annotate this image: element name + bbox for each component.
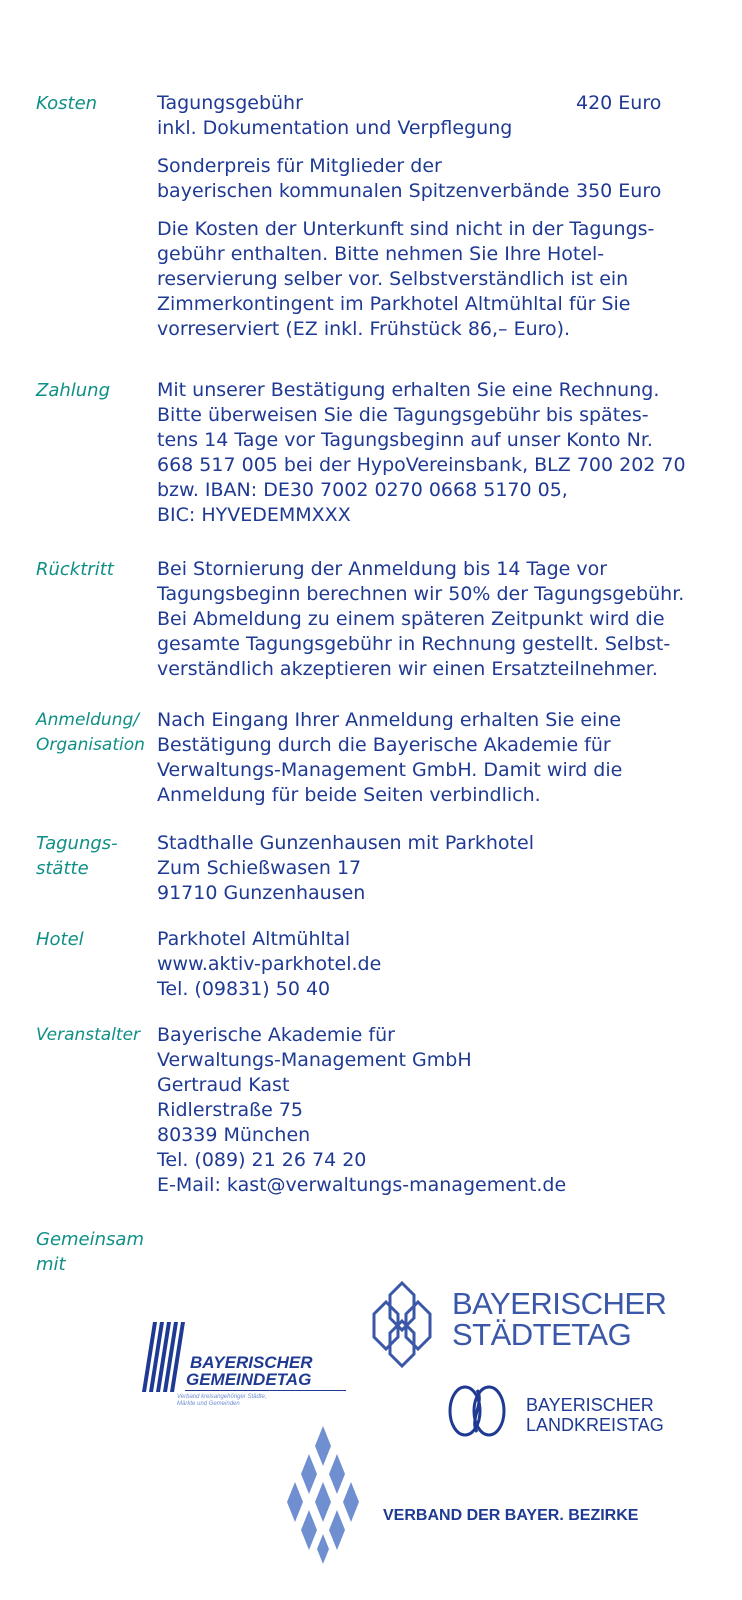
hotel-cost-line: vorreserviert (EZ inkl. Frühstück 86,– Euro). [157, 318, 571, 340]
label-hotel: Hotel [36, 929, 84, 950]
zahlung-line: BIC: HYVEDEMMXXX [157, 504, 351, 526]
venue-line: Stadthalle Gunzenhausen mit Parkhotel [157, 832, 534, 854]
label-anmeldung-line2: Organisation [36, 735, 145, 755]
gemeindetag-line2: GEMEINDETAG [186, 1370, 312, 1389]
tagungsstaette-text [157, 831, 672, 906]
anmeldung-text [157, 708, 672, 808]
bezirke-diamonds-icon [287, 1426, 359, 1564]
organizer-line: Ridlerstraße 75 [157, 1099, 303, 1121]
staedtetag-line2: STÄDTETAG [452, 1317, 632, 1352]
label-tagungsstaette [36, 831, 156, 881]
label-tagungsstaette-line1: Tagungs- [36, 833, 118, 854]
label-gemeinsam [36, 1227, 156, 1277]
veranstalter-text [157, 1023, 672, 1198]
label-zahlung: Zahlung [36, 380, 111, 401]
fee-line [157, 91, 672, 116]
anmeldung-line: Bestätigung durch die Bayerische Akademie für [157, 734, 611, 756]
organizer-email-link[interactable]: E-Mail: kast@verwaltungs-management.de [157, 1174, 567, 1196]
organizer-line: Bayerische Akademie für [157, 1024, 395, 1046]
label-gemeinsam-line1: Gemeinsam [36, 1229, 144, 1250]
venue-line: Zum Schießwasen 17 [157, 857, 362, 879]
label-veranstalter: Veranstalter [36, 1025, 141, 1045]
hotel-cost-line: Zimmerkontingent im Parkhotel Altmühltal für Sie [157, 293, 631, 315]
member-line-2 [157, 179, 672, 204]
ruecktritt-line: verständlich akzeptieren wir einen Ersatzteilnehmer. [157, 658, 658, 680]
zahlung-line: tens 14 Tage vor Tagungsbeginn auf unser Konto Nr. [157, 429, 653, 451]
kosten-text [157, 91, 672, 342]
ruecktritt-text [157, 557, 685, 682]
ruecktritt-line: Tagungsbeginn berechnen wir 50% der Tagungsgebühr. [157, 583, 685, 605]
logo-gemeindetag [141, 1322, 356, 1422]
organizer-line: Gertraud Kast [157, 1074, 290, 1096]
fee-label: Tagungsgebühr [157, 92, 303, 114]
partner-logos [0, 1280, 742, 1600]
gemeindetag-sub2: Märkte und Gemeinden [177, 1401, 240, 1407]
member-label: bayerischen kommunalen Spitzenverbände [157, 180, 570, 202]
hotel-cost-line: Die Kosten der Unterkunft sind nicht in der Tagungs- [157, 218, 655, 240]
label-gemeinsam-line2: mit [36, 1254, 66, 1275]
ruecktritt-line: gesamte Tagungsgebühr in Rechnung gestellt. Selbst- [157, 633, 671, 655]
hotel-line: Tel. (09831) 50 40 [157, 978, 331, 1000]
landkreistag-line2: LANDKREISTAG [526, 1415, 664, 1435]
hotel-website-link[interactable]: www.aktiv-parkhotel.de [157, 953, 382, 975]
gemeindetag-line1: BAYERISCHER [190, 1353, 313, 1372]
zahlung-line: bzw. IBAN: DE30 7002 0270 0668 5170 05, [157, 479, 568, 501]
anmeldung-line: Verwaltungs-Management GmbH. Damit wird die [157, 759, 623, 781]
organizer-line: Verwaltungs-Management GmbH [157, 1049, 472, 1071]
hotel-cost-line: gebühr enthalten. Bitte nehmen Sie Ihre Hotel- [157, 243, 605, 265]
staedtetag-line1: BAYERISCHER [452, 1286, 667, 1321]
member-price: 350 Euro [576, 180, 662, 202]
anmeldung-line: Nach Eingang Ihrer Anmeldung erhalten Sie eine [157, 709, 622, 731]
ruecktritt-line: Bei Stornierung der Anmeldung bis 14 Tage vor [157, 558, 608, 580]
logo-bezirke [287, 1426, 697, 1566]
label-kosten: Kosten [36, 93, 98, 114]
label-anmeldung-line1: Anmeldung/ [36, 710, 140, 730]
hotel-text [157, 927, 672, 1002]
fee-note: inkl. Dokumentation und Verpflegung [157, 117, 513, 139]
hotel-cost-line: reservierung selber vor. Selbstverständlich ist ein [157, 268, 629, 290]
zahlung-line: Mit unserer Bestätigung erhalten Sie eine Rechnung. [157, 379, 660, 401]
organizer-line: 80339 München [157, 1124, 311, 1146]
staedtetag-buildings-icon [372, 1280, 432, 1368]
member-line-1: Sonderpreis für Mitglieder der [157, 155, 442, 177]
label-tagungsstaette-line2: stätte [36, 858, 89, 879]
venue-line: 91710 Gunzenhausen [157, 882, 366, 904]
gemeindetag-rule [185, 1390, 346, 1391]
gemeindetag-sub1: Verband kreisangehöriger Städte, [177, 1394, 267, 1400]
label-anmeldung [36, 708, 156, 758]
fee-price: 420 Euro [576, 92, 662, 114]
gemeindetag-stripes-icon [141, 1322, 189, 1392]
ruecktritt-line: Bei Abmeldung zu einem späteren Zeitpunkt wird die [157, 608, 665, 630]
bezirke-text: VERBAND DER BAYER. BEZIRKE [383, 1507, 639, 1524]
anmeldung-line: Anmeldung für beide Seiten verbindlich. [157, 784, 541, 806]
zahlung-text [157, 378, 686, 528]
zahlung-line: Bitte überweisen Sie die Tagungsgebühr bis spätes- [157, 404, 649, 426]
logo-staedtetag [372, 1280, 672, 1372]
organizer-line: Tel. (089) 21 26 74 20 [157, 1149, 367, 1171]
label-ruecktritt: Rücktritt [36, 559, 114, 580]
landkreistag-line1: BAYERISCHER [526, 1395, 654, 1415]
hotel-line: Parkhotel Altmühltal [157, 928, 351, 950]
zahlung-line: 668 517 005 bei der HypoVereinsbank, BLZ 700 202 70 [157, 454, 686, 476]
